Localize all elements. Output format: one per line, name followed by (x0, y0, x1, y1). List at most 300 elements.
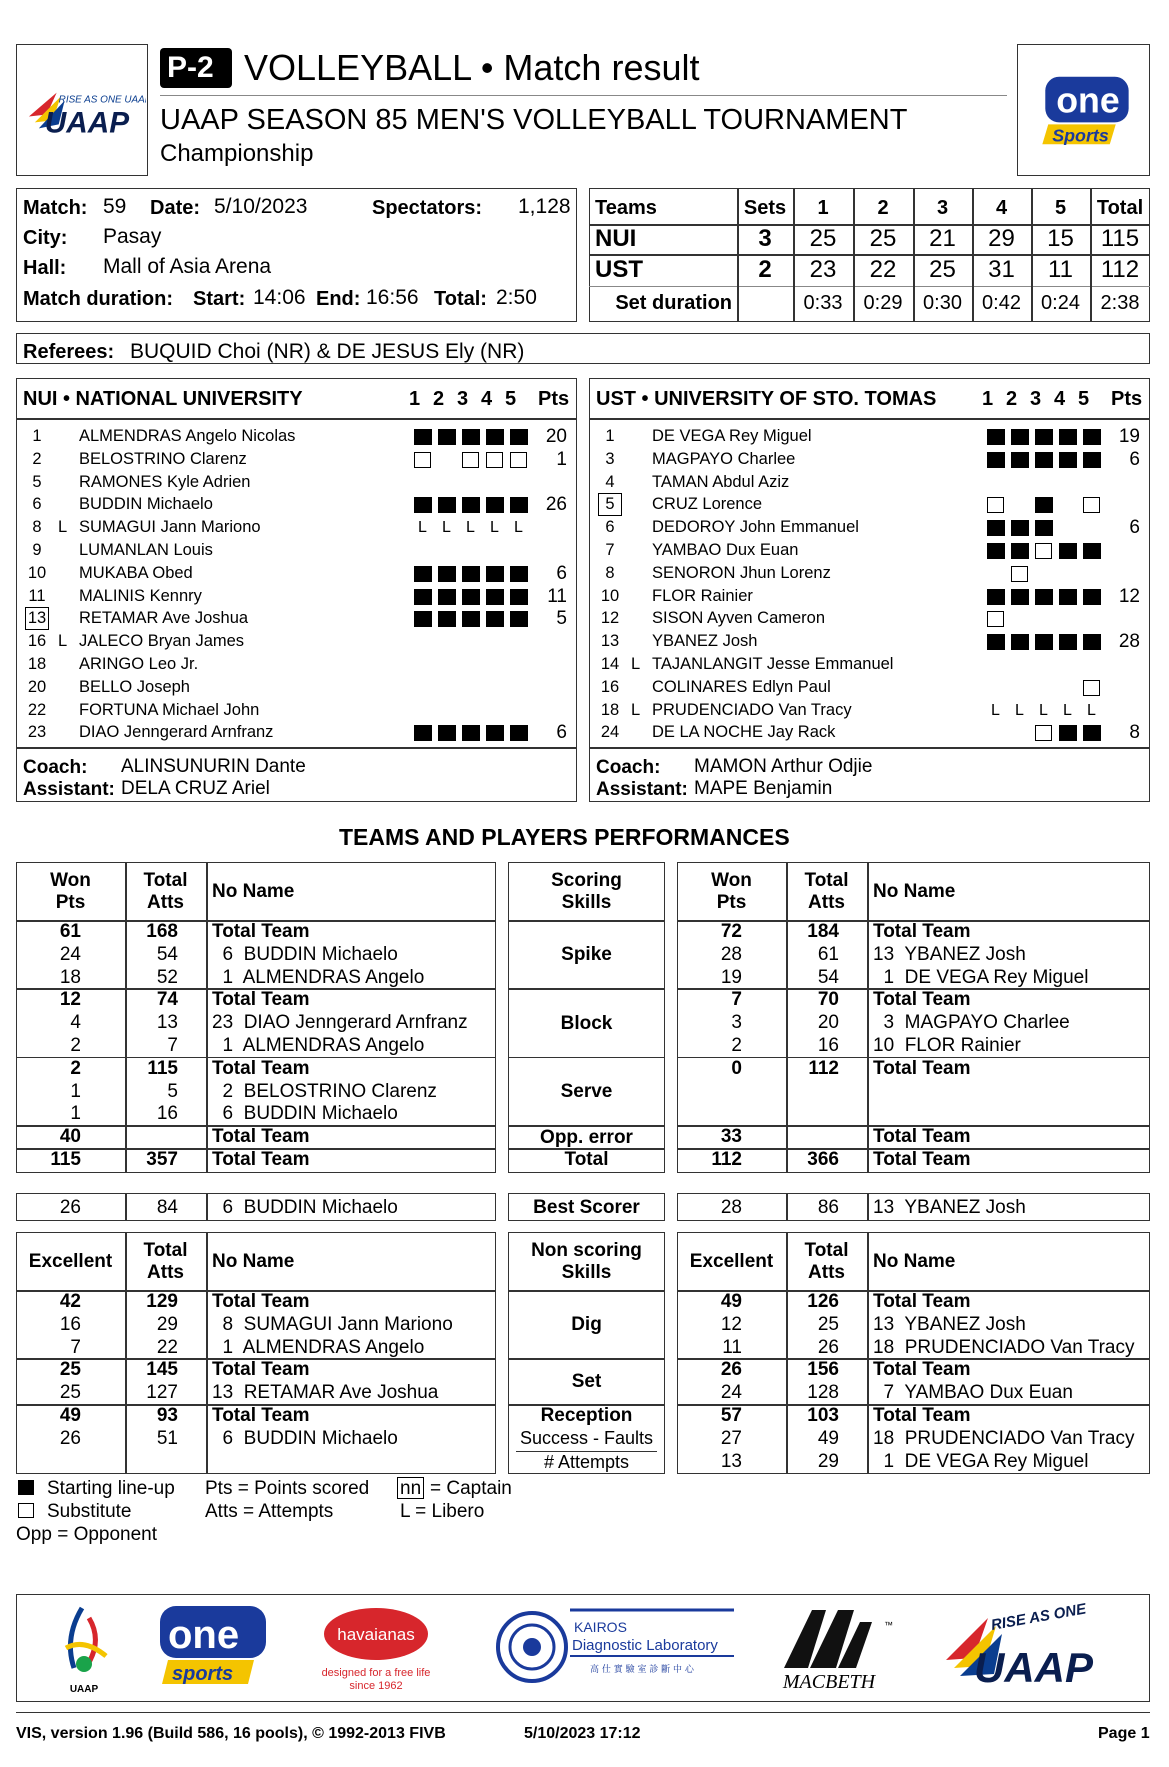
perf-hline (508, 1290, 665, 1292)
uaap-small-logo (44, 1598, 124, 1698)
set-starter-square (1011, 452, 1029, 468)
roster-set-header: 3 (1030, 388, 1042, 410)
footer-version: VIS, version 1.96 (Build 586, 16 pools), © 1992-2013 FIVB (16, 1725, 446, 1742)
set-starter-square (1035, 634, 1053, 650)
perf-name: 6 BUDDIN Michaelo (212, 1427, 398, 1449)
spectators-label: Spectators: (372, 197, 483, 219)
perf-attempts: 70 (817, 989, 839, 1011)
set-libero: L (418, 519, 427, 537)
skill-name: Opp. error (540, 1126, 633, 1148)
perf-value: 49 (720, 1291, 742, 1312)
perf-value: 26 (59, 1427, 81, 1449)
player-points: 6 (1129, 517, 1140, 539)
set-duration: 0:29 (863, 292, 903, 314)
perf-name: 23 DIAO Jenngerard Arnfranz (212, 1012, 468, 1034)
spectators-count: 1,128 (518, 195, 571, 218)
end-label: End: (316, 288, 361, 310)
player-number: 10 (600, 586, 620, 605)
player-number: 5 (605, 495, 615, 514)
svg-text:™: ™ (884, 1620, 893, 1630)
player-number: 8 (32, 518, 42, 537)
player-name: DE LA NOCHE Jay Rack (652, 723, 836, 742)
perf-attempts: 16 (156, 1103, 178, 1125)
perf-name: 8 SUMAGUI Jann Mariono (212, 1313, 453, 1335)
player-name: RETAMAR Ave Joshua (79, 609, 249, 628)
perf-attempts: 112 (808, 1057, 839, 1079)
best-scorer-points: 28 (720, 1197, 742, 1218)
svg-text:RISE AS ONE: RISE AS ONE (989, 1600, 1088, 1634)
skill-header: Non scoring (531, 1240, 642, 1261)
perf-name: Total Team (873, 921, 971, 942)
perf-value: 61 (59, 921, 81, 942)
perf-name: Total Team (873, 1359, 971, 1381)
skill-header: Scoring (551, 870, 622, 891)
perf-name: 13 RETAMAR Ave Joshua (212, 1382, 439, 1404)
player-points: 6 (1129, 448, 1140, 470)
perf-name: Total Team (873, 1291, 971, 1312)
perf-value: 13 (720, 1450, 742, 1472)
assistant-name: DELA CRUZ Ariel (121, 778, 270, 799)
player-number: 10 (27, 563, 47, 582)
best-scorer-attempts: 84 (156, 1197, 178, 1218)
set-duration: 0:42 (982, 292, 1021, 314)
score-header: Total (1096, 197, 1144, 219)
roster-hline (589, 418, 1150, 420)
player-name: JALECO Bryan James (79, 632, 245, 651)
player-number: 18 (27, 655, 47, 673)
player-name: FORTUNA Michael John (79, 700, 260, 719)
end-value: 16:56 (366, 286, 419, 309)
substitute-swatch (18, 1503, 34, 1518)
player-name: CRUZ Lorence (652, 495, 763, 514)
performances-title: TEAMS AND PLAYERS PERFORMANCES (339, 824, 790, 850)
set-starter-square (987, 429, 1005, 445)
player-name: RAMONES Kyle Adrien (79, 472, 251, 491)
player-name: FLOR Rainier (652, 586, 753, 605)
set-starter-square (987, 589, 1005, 605)
perf-value: 26 (720, 1359, 742, 1381)
perf-value: 40 (59, 1126, 81, 1148)
perf-attempts: 366 (807, 1149, 839, 1170)
set-starter-square (1035, 429, 1053, 445)
player-name: PRUDENCIADO Van Tracy (652, 700, 852, 719)
start-label: Start: (193, 288, 246, 310)
perf-name: 3 MAGPAYO Charlee (873, 1012, 1070, 1034)
roster-set-header: 4 (1054, 388, 1066, 410)
player-points: 26 (545, 494, 567, 516)
perf-vline (206, 1232, 208, 1474)
perf-value: 7 (731, 989, 742, 1011)
best-scorer-name: 6 BUDDIN Michaelo (212, 1197, 398, 1218)
player-name: SENORON Jhun Lorenz (652, 563, 831, 582)
set-starter-square (414, 589, 432, 605)
perf-attempts: 25 (817, 1313, 839, 1335)
set-starter-square (1059, 452, 1077, 468)
perf-name: Total Team (212, 1126, 310, 1148)
set-substitute-square (1011, 566, 1028, 582)
perf-vline (206, 1193, 208, 1221)
perf-name: 6 BUDDIN Michaelo (212, 943, 398, 965)
score-s4: 29 (988, 225, 1015, 252)
team-name: UST • UNIVERSITY OF STO. TOMAS (596, 388, 937, 410)
player-points: 20 (545, 426, 567, 447)
player-number: 20 (27, 677, 47, 696)
perf-name: 13 YBANEZ Josh (873, 943, 1026, 965)
perf-value: 24 (59, 943, 81, 965)
player-number: 13 (27, 609, 47, 628)
perf-value: 2 (70, 1057, 81, 1079)
perf-value: 25 (59, 1359, 81, 1381)
player-number: 3 (605, 449, 615, 468)
perf-name: 2 BELOSTRINO Clarenz (212, 1080, 437, 1102)
perf-name: 1 ALMENDRAS Angelo (212, 966, 425, 988)
set-starter-square (486, 566, 504, 582)
svg-text:RISE AS ONE UAAP: RISE AS ONE UAAP (58, 94, 146, 106)
set-starter-square (486, 429, 504, 445)
one-sports-logo (1018, 45, 1148, 174)
perf-value: 112 (711, 1149, 742, 1170)
set-starter-square (1011, 589, 1029, 605)
coach-name: ALINSUNURIN Dante (121, 756, 306, 777)
player-name: DEDOROY John Emmanuel (652, 518, 859, 537)
uaap-big-logo (940, 1600, 1120, 1698)
player-number: 1 (605, 427, 615, 445)
perf-attempts: 54 (817, 966, 839, 988)
svg-text:one: one (1056, 80, 1120, 121)
perf-value: 7 (70, 1336, 81, 1358)
perf-name: Total Team (873, 1126, 971, 1148)
perf-attempts: 49 (817, 1427, 839, 1449)
city-value: Pasay (103, 225, 162, 248)
assistant-label: Assistant: (23, 779, 115, 800)
date-label: Date: (150, 197, 201, 219)
player-name: BELLO Joseph (79, 677, 190, 696)
player-name: DE VEGA Rey Miguel (652, 427, 812, 445)
svg-text:UAAP: UAAP (44, 106, 130, 140)
perf-value: 57 (720, 1405, 742, 1426)
player-number: 16 (27, 632, 47, 651)
perf-vline (867, 1193, 869, 1221)
score-s2: 22 (869, 256, 897, 283)
hall-value: Mall of Asia Arena (103, 255, 272, 278)
player-name: MAGPAYO Charlee (652, 449, 796, 468)
footer-rule (16, 1712, 1150, 1713)
score-header: Sets (743, 197, 787, 219)
player-number: 22 (27, 700, 47, 719)
perf-attempts: 128 (807, 1382, 839, 1404)
score-total: 112 (1100, 256, 1140, 283)
player-points: 6 (556, 722, 567, 744)
set-substitute-square (486, 452, 503, 468)
set-starter-square (1059, 429, 1077, 445)
set-starter-square (1059, 543, 1077, 559)
player-number: 14 (600, 655, 620, 673)
set-starter-square (987, 520, 1005, 536)
player-number: 12 (600, 609, 620, 628)
score-s5: 11 (1048, 256, 1073, 283)
perf-head: No Name (873, 1251, 956, 1272)
svg-text:UAAP: UAAP (69, 1684, 99, 1695)
set-substitute-square (1083, 680, 1100, 696)
perf-value: 25 (59, 1382, 81, 1404)
skill-name: Block (560, 1012, 613, 1034)
perf-name: Total Team (873, 1405, 971, 1426)
score-total: 115 (1100, 225, 1140, 252)
set-starter-square (1011, 634, 1029, 650)
player-name: LUMANLAN Louis (79, 541, 213, 559)
player-number: 6 (605, 518, 615, 537)
set-starter-square (1011, 520, 1029, 536)
set-starter-square (462, 566, 480, 582)
player-points: 5 (556, 608, 567, 630)
score-team: NUI (595, 225, 637, 252)
perf-attempts: 52 (156, 966, 178, 988)
perf-head: Atts (808, 1262, 845, 1283)
best-scorer-attempts: 86 (817, 1197, 839, 1218)
skill-name: Reception (540, 1405, 633, 1426)
skill-subtitle: # Attempts (543, 1451, 630, 1472)
set-starter-square (1035, 520, 1053, 536)
score-header: 4 (995, 197, 1008, 219)
score-s1: 23 (809, 256, 837, 283)
set-substitute-square (1035, 543, 1052, 559)
perf-vline (867, 1232, 869, 1474)
coach-name: MAMON Arthur Odjie (694, 756, 873, 777)
set-starter-square (462, 429, 480, 445)
perf-value: 49 (59, 1405, 81, 1426)
perf-name: Total Team (212, 1057, 310, 1079)
perf-name (873, 1082, 878, 1101)
roster-set-header: 4 (481, 388, 493, 410)
perf-attempts: 5 (167, 1080, 178, 1102)
set-duration-label: Set duration (615, 292, 732, 314)
perf-head: Excellent (689, 1251, 774, 1272)
perf-name: Total Team (873, 1057, 971, 1079)
perf-value: 19 (720, 966, 742, 988)
perf-head: Won (50, 870, 91, 891)
roster-set-header: 2 (433, 388, 445, 410)
set-starter-square (462, 611, 480, 627)
set-starter-square (1035, 452, 1053, 468)
perf-head: Excellent (28, 1251, 113, 1272)
perf-head: Won (711, 870, 752, 891)
legend-libero: L = Libero (400, 1501, 485, 1522)
perf-name: 1 ALMENDRAS Angelo (212, 1035, 425, 1056)
player-number: 6 (32, 495, 42, 514)
svg-text:designed for a free life: designed for a free life (321, 1667, 431, 1679)
svg-text:MACBETH: MACBETH (782, 1671, 876, 1693)
set-libero: L (466, 519, 475, 537)
kairos-logo (494, 1602, 738, 1692)
libero-flag: L (631, 655, 641, 673)
assistant-name: MAPE Benjamin (694, 778, 833, 799)
perf-attempts: 7 (167, 1035, 178, 1056)
skill-name: Dig (571, 1314, 602, 1336)
svg-text:KAIROS: KAIROS (574, 1619, 627, 1635)
roster-set-header: 2 (1006, 388, 1018, 410)
team-name: NUI • NATIONAL UNIVERSITY (23, 388, 303, 410)
set-starter-square (987, 634, 1005, 650)
set-libero: L (1087, 701, 1096, 719)
coach-label: Coach: (596, 757, 661, 778)
score-s1: 25 (809, 225, 837, 252)
perf-attempts: 29 (156, 1313, 178, 1335)
player-number: 2 (32, 449, 42, 468)
perf-value: 3 (731, 1012, 742, 1034)
player-points: 28 (1118, 631, 1140, 653)
player-points: 19 (1118, 426, 1140, 447)
svg-text:one: one (168, 1613, 240, 1657)
player-name: DIAO Jenngerard Arnfranz (79, 723, 274, 742)
skill-header: Skills (561, 1262, 612, 1283)
footer-page: Page 1 (1098, 1725, 1150, 1742)
perf-name: 18 PRUDENCIADO Van Tracy (873, 1427, 1135, 1449)
perf-attempts: 115 (147, 1057, 178, 1079)
score-s5: 15 (1047, 225, 1074, 252)
perf-name: 13 YBANEZ Josh (873, 1313, 1026, 1335)
perf-value: 0 (731, 1057, 742, 1079)
perf-attempts: 93 (156, 1405, 178, 1426)
best-scorer-name: 13 YBANEZ Josh (873, 1197, 1026, 1218)
perf-attempts: 22 (156, 1336, 178, 1358)
perf-attempts: 54 (156, 943, 178, 965)
score-s3: 21 (929, 225, 956, 252)
roster-hline (589, 747, 1150, 749)
title-rule (160, 95, 1007, 96)
player-number: 1 (32, 427, 42, 445)
perf-attempts: 127 (146, 1382, 178, 1404)
uaap-logo (17, 45, 146, 174)
score-hline (589, 286, 1150, 287)
score-header: 3 (936, 197, 949, 219)
player-number: 5 (32, 472, 42, 491)
set-starter-square (1035, 589, 1053, 605)
player-name: TAMAN Abdul Aziz (652, 472, 790, 491)
set-starter-square (462, 725, 480, 741)
set-starter-square (414, 725, 432, 741)
perf-name: 7 YAMBAO Dux Euan (873, 1382, 1073, 1404)
score-sets: 2 (758, 256, 772, 283)
perf-value: 28 (720, 943, 742, 965)
roster-hline (16, 747, 577, 749)
player-points: 12 (1118, 585, 1140, 607)
page-title: VOLLEYBALL • Match result (244, 47, 700, 88)
perf-value: 1 (70, 1103, 81, 1125)
set-starter-square (486, 611, 504, 627)
perf-name: 6 BUDDIN Michaelo (212, 1103, 398, 1125)
one-sports-sponsor-logo (158, 1604, 270, 1692)
perf-name (873, 1104, 878, 1123)
score-s4: 31 (988, 256, 1015, 283)
perf-hline (508, 988, 665, 990)
set-starter-square (486, 497, 504, 513)
best-scorer-label: Best Scorer (533, 1197, 640, 1218)
perf-value: 72 (720, 921, 742, 942)
player-points: 11 (547, 585, 567, 607)
set-starter-square (438, 611, 456, 627)
skill-name: Set (571, 1371, 602, 1393)
perf-attempts: 20 (817, 1012, 839, 1034)
perf-head: Total (143, 870, 188, 891)
score-header: Teams (595, 197, 657, 219)
set-starter-square (1035, 497, 1053, 513)
roster-set-header: 1 (409, 388, 421, 410)
set-starter-square (438, 725, 456, 741)
perf-head: Total (804, 1240, 849, 1261)
set-starter-square (462, 589, 480, 605)
set-starter-square (438, 589, 456, 605)
perf-attempts: 168 (146, 921, 178, 942)
player-name: YBANEZ Josh (652, 632, 758, 651)
perf-hline (508, 920, 665, 922)
score-team: UST (595, 256, 643, 283)
player-name: COLINARES Edlyn Paul (652, 677, 831, 696)
hall-label: Hall: (23, 257, 67, 279)
perf-attempts: 16 (817, 1035, 839, 1056)
player-number: 23 (27, 723, 47, 742)
perf-name: Total Team (212, 1291, 310, 1312)
perf-head: No Name (212, 1251, 295, 1272)
legend-captain-box: nn (400, 1478, 422, 1499)
referees-value: BUQUID Choi (NR) & DE JESUS Ely (NR) (130, 340, 525, 363)
set-starter-square (1083, 543, 1101, 559)
score-header: 2 (877, 197, 889, 219)
perf-name: Total Team (212, 1149, 310, 1170)
player-name: ALMENDRAS Angelo Nicolas (79, 427, 296, 445)
score-s3: 25 (929, 256, 956, 283)
set-libero: L (1015, 701, 1024, 719)
perf-name: 1 DE VEGA Rey Miguel (873, 1450, 1089, 1472)
perf-name: Total Team (212, 1405, 310, 1426)
perf-name: 1 DE VEGA Rey Miguel (873, 966, 1089, 988)
set-starter-square (1059, 634, 1077, 650)
player-name: ARINGO Leo Jr. (79, 655, 199, 673)
perf-attempts: 184 (807, 921, 839, 942)
match-date: 5/10/2023 (214, 195, 308, 218)
score-header: 5 (1054, 197, 1067, 219)
perf-value: 16 (59, 1313, 81, 1335)
set-substitute-square (1035, 725, 1052, 741)
set-libero: L (490, 519, 499, 537)
perf-value: 115 (50, 1149, 81, 1170)
start-value: 14:06 (253, 286, 306, 309)
svg-text:Sports: Sports (1052, 125, 1109, 146)
perf-head: Atts (147, 892, 184, 913)
set-substitute-square (462, 452, 479, 468)
player-number: 18 (600, 700, 620, 719)
perf-head: Total (804, 870, 849, 891)
set-starter-square (414, 497, 432, 513)
player-name: MUKABA Obed (79, 563, 193, 582)
player-number: 7 (605, 541, 615, 559)
player-name: YAMBAO Dux Euan (652, 541, 799, 559)
perf-attempts: 103 (807, 1405, 839, 1426)
havaianas-logo (306, 1604, 446, 1694)
perf-attempts: 126 (807, 1291, 839, 1312)
score-header: 1 (817, 197, 829, 219)
perf-name: Total Team (873, 989, 971, 1011)
set-starter-square (414, 611, 432, 627)
perf-head: Atts (808, 892, 845, 913)
set-duration: 0:33 (803, 292, 843, 314)
set-starter-square (438, 429, 456, 445)
perf-value: 27 (720, 1427, 742, 1449)
roster-set-header: 5 (505, 388, 517, 410)
set-starter-square (1011, 543, 1029, 559)
perf-attempts: 61 (817, 943, 839, 965)
svg-text:UAAP: UAAP (974, 1644, 1094, 1691)
player-name: BELOSTRINO Clarenz (79, 449, 247, 468)
